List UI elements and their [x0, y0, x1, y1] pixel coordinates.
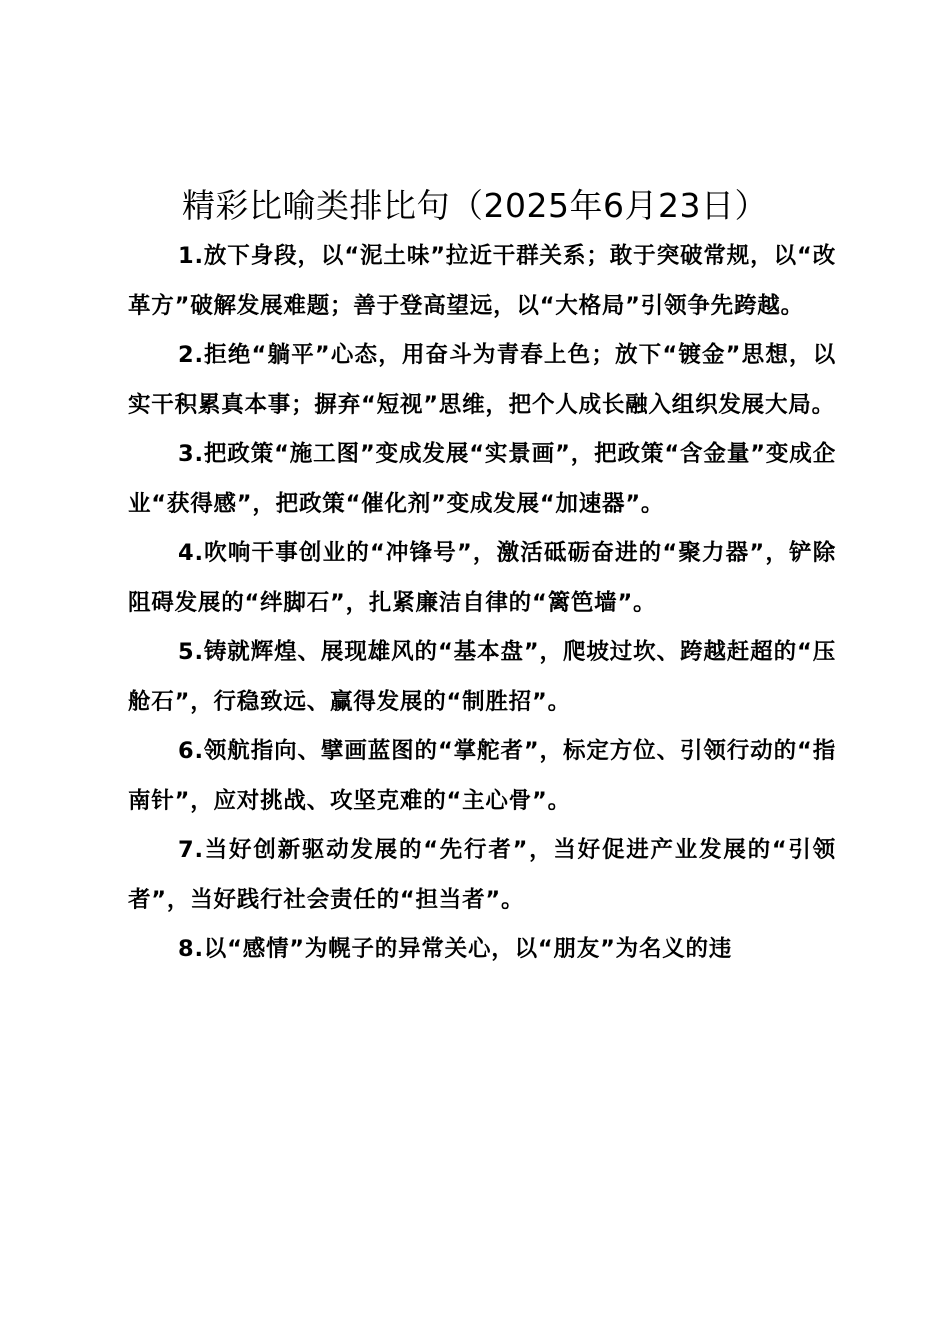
paragraph-6: 6.领航指向、擘画蓝图的“掌舵者”，标定方位、引领行动的“指南针”，应对挑战、攻坚克难的“主心骨”。 [128, 738, 836, 814]
paragraph-8: 8.以“感情”为幌子的异常关心，以“朋友”为名义的违 [178, 936, 733, 962]
document-body [128, 232, 836, 975]
paragraph-2: 2.拒绝“躺平”心态，用奋斗为青春上色；放下“镀金”思想，以实干积累真本事；摒弃“短视”思维，把个人成长融入组织发展大局。 [128, 342, 836, 418]
paragraph-4: 4.吹响干事创业的“冲锋号”，激活砥砺奋进的“聚力器”，铲除阻碍发展的“绊脚石”，扎紧廉洁自律的“篱笆墙”。 [128, 540, 836, 616]
paragraph-5: 5.铸就辉煌、展现雄风的“基本盘”，爬坡过坎、跨越赶超的“压舱石”，行稳致远、赢得发展的“制胜招”。 [128, 639, 836, 715]
document-title: 精彩比喻类排比句（2025年6月23日） [182, 186, 768, 225]
paragraph-3: 3.把政策“施工图”变成发展“实景画”，把政策“含金量”变成企业“获得感”，把政策“催化剂”变成发展“加速器”。 [128, 441, 836, 517]
paragraph-7: 7.当好创新驱动发展的“先行者”，当好促进产业发展的“引领者”，当好践行社会责任的“担当者”。 [128, 837, 836, 913]
paragraph-1: 1.放下身段，以“泥土味”拉近干群关系；敢于突破常规，以“改革方”破解发展难题；善于登高望远，以“大格局”引领争先跨越。 [128, 243, 836, 319]
